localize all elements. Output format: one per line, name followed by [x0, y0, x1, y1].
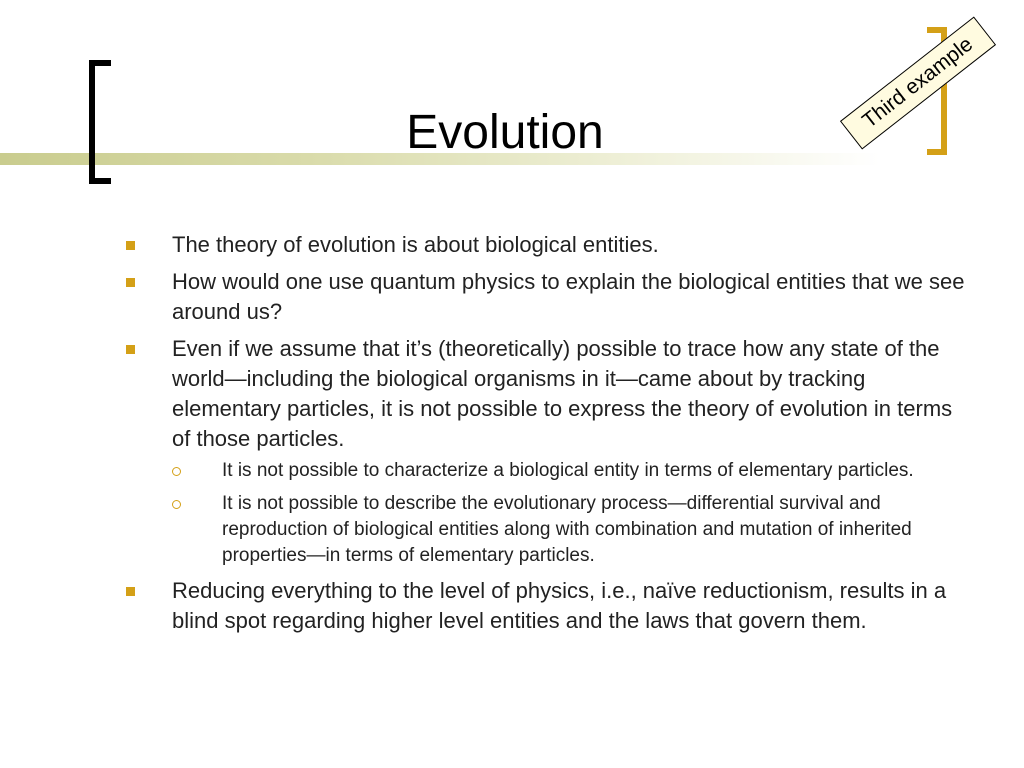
square-bullet-icon [126, 241, 135, 250]
square-bullet-icon [126, 345, 135, 354]
circle-bullet-icon [172, 500, 181, 509]
bullet-text: Even if we assume that it’s (theoretically) possible to trace how any state of the world—including the biological organisms in it—came about by tracking elementary particles, it is not possible to express the theory of evolution in terms of those particles. [172, 336, 953, 451]
bullet-item [124, 334, 974, 569]
circle-bullet-icon [172, 467, 181, 476]
bullet-text: The theory of evolution is about biological entities. [172, 232, 659, 257]
sub-bullet-item [172, 491, 974, 569]
sub-bullet-list [172, 458, 974, 569]
square-bullet-icon [126, 587, 135, 596]
third-example-stamp: Third example [840, 16, 996, 149]
slide-content [124, 230, 974, 643]
bullet-text: How would one use quantum physics to explain the biological entities that we see around us? [172, 269, 965, 324]
bullet-item [124, 576, 974, 636]
slide-title: Evolution [406, 106, 604, 159]
bullet-item [124, 267, 974, 327]
sub-bullet-text: It is not possible to characterize a biological entity in terms of elementary particles. [222, 460, 914, 481]
square-bullet-icon [126, 278, 135, 287]
bullet-text: Reducing everything to the level of physics, i.e., naïve reductionism, results in a blind spot regarding higher level entities and the laws that govern them. [172, 578, 947, 633]
sub-bullet-text: It is not possible to describe the evolutionary process—differential survival and reproduction of biological entities along with combination and mutation of inherited properties—in terms of elementary particles. [222, 493, 912, 566]
sub-bullet-item [172, 458, 974, 484]
bullet-list [124, 230, 974, 636]
bullet-item [124, 230, 974, 260]
